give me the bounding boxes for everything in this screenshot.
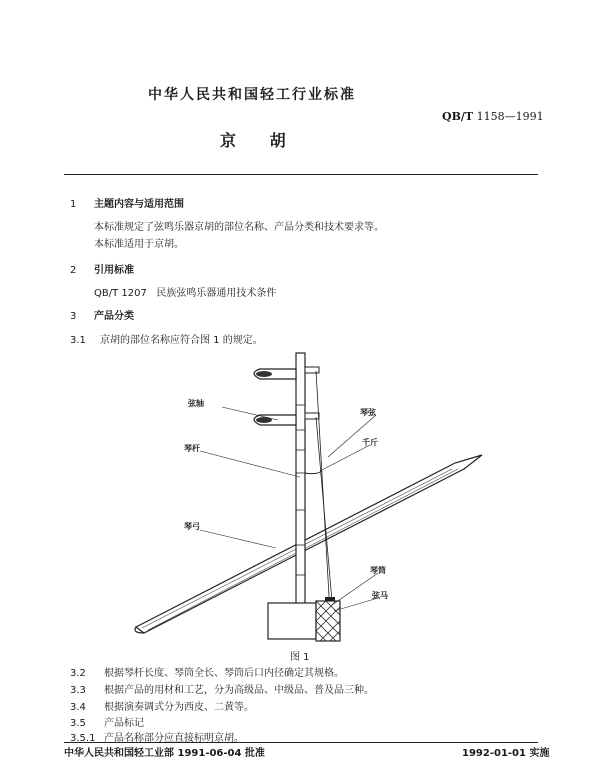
- peg-drawing: [254, 367, 319, 425]
- standard-code-prefix: QB/T: [442, 110, 474, 123]
- neck-drawing: [296, 353, 305, 615]
- item-number: 3.5.1: [70, 733, 96, 744]
- section-2-number: 2: [70, 265, 77, 276]
- section-1-paragraph-2: 本标准适用于京胡。: [94, 239, 184, 250]
- item-number: 3.2: [70, 668, 86, 679]
- item-number: 3.3: [70, 685, 86, 696]
- strings-drawing: [305, 371, 333, 613]
- section-3-number: 3: [70, 311, 77, 322]
- label-qianjin: 千斤: [362, 438, 378, 447]
- footer-rule: [64, 742, 538, 743]
- section-3-title: 产品分类: [94, 311, 134, 322]
- item-number: 3.4: [70, 702, 86, 713]
- effective-date: 1992-01-01 实施: [462, 748, 550, 759]
- item-number: 3.5: [70, 718, 86, 729]
- item-text: 根据产品的用材和工艺，分为高级品、中级品、普及品三种。: [104, 685, 374, 696]
- figure-1: [130, 345, 490, 645]
- figure-caption: 图 1: [290, 652, 310, 663]
- label-peg: 弦轴: [188, 399, 204, 408]
- item-text: 根据演奏调式分为西皮、二黄等。: [104, 702, 254, 713]
- section-3-1-text: 京胡的部位名称应符合图 1 的规定。: [100, 335, 263, 346]
- section-3-heading: [70, 307, 134, 322]
- section-3-1-number: 3.1: [70, 335, 86, 346]
- section-2-title: 引用标准: [94, 265, 134, 276]
- item-text: 产品名称部分应直接标明京胡。: [104, 733, 244, 744]
- section-1-heading: [70, 195, 184, 210]
- label-string: 琴弦: [360, 408, 376, 417]
- standard-code: [442, 110, 544, 123]
- header-rule: [64, 174, 538, 175]
- jinghu-diagram: [130, 345, 490, 645]
- label-bridge: 弦马: [372, 591, 388, 600]
- item-3-4: [70, 698, 254, 713]
- approval-line: 中华人民共和国轻工业部 1991-06-04 批准: [64, 748, 265, 759]
- standard-code-number: 1158—1991: [476, 110, 544, 123]
- section-3-1: [70, 331, 263, 346]
- section-2-heading: [70, 261, 134, 276]
- label-neck: 琴杆: [184, 444, 200, 453]
- resonator-drawing: [268, 597, 340, 641]
- section-2-reference: QB/T 1207 民族弦鸣乐器通用技术条件: [94, 288, 277, 299]
- issuing-organization: 中华人民共和国轻工行业标准: [148, 87, 356, 103]
- item-text: 根据琴杆长度、琴筒全长、琴筒后口内径确定其规格。: [104, 668, 344, 679]
- section-1-paragraph-1: 本标准规定了弦鸣乐器京胡的部位名称、产品分类和技术要求等。: [94, 222, 384, 233]
- section-1-title: 主题内容与适用范围: [94, 199, 184, 210]
- item-3-5: [70, 714, 144, 729]
- section-1-number: 1: [70, 199, 77, 210]
- item-3-3: [70, 681, 374, 696]
- document-title: 京 胡: [220, 131, 286, 150]
- item-text: 产品标记: [104, 718, 144, 729]
- label-resonator: 琴筒: [370, 566, 386, 575]
- item-3-2: [70, 664, 344, 679]
- label-bow: 琴弓: [184, 522, 200, 531]
